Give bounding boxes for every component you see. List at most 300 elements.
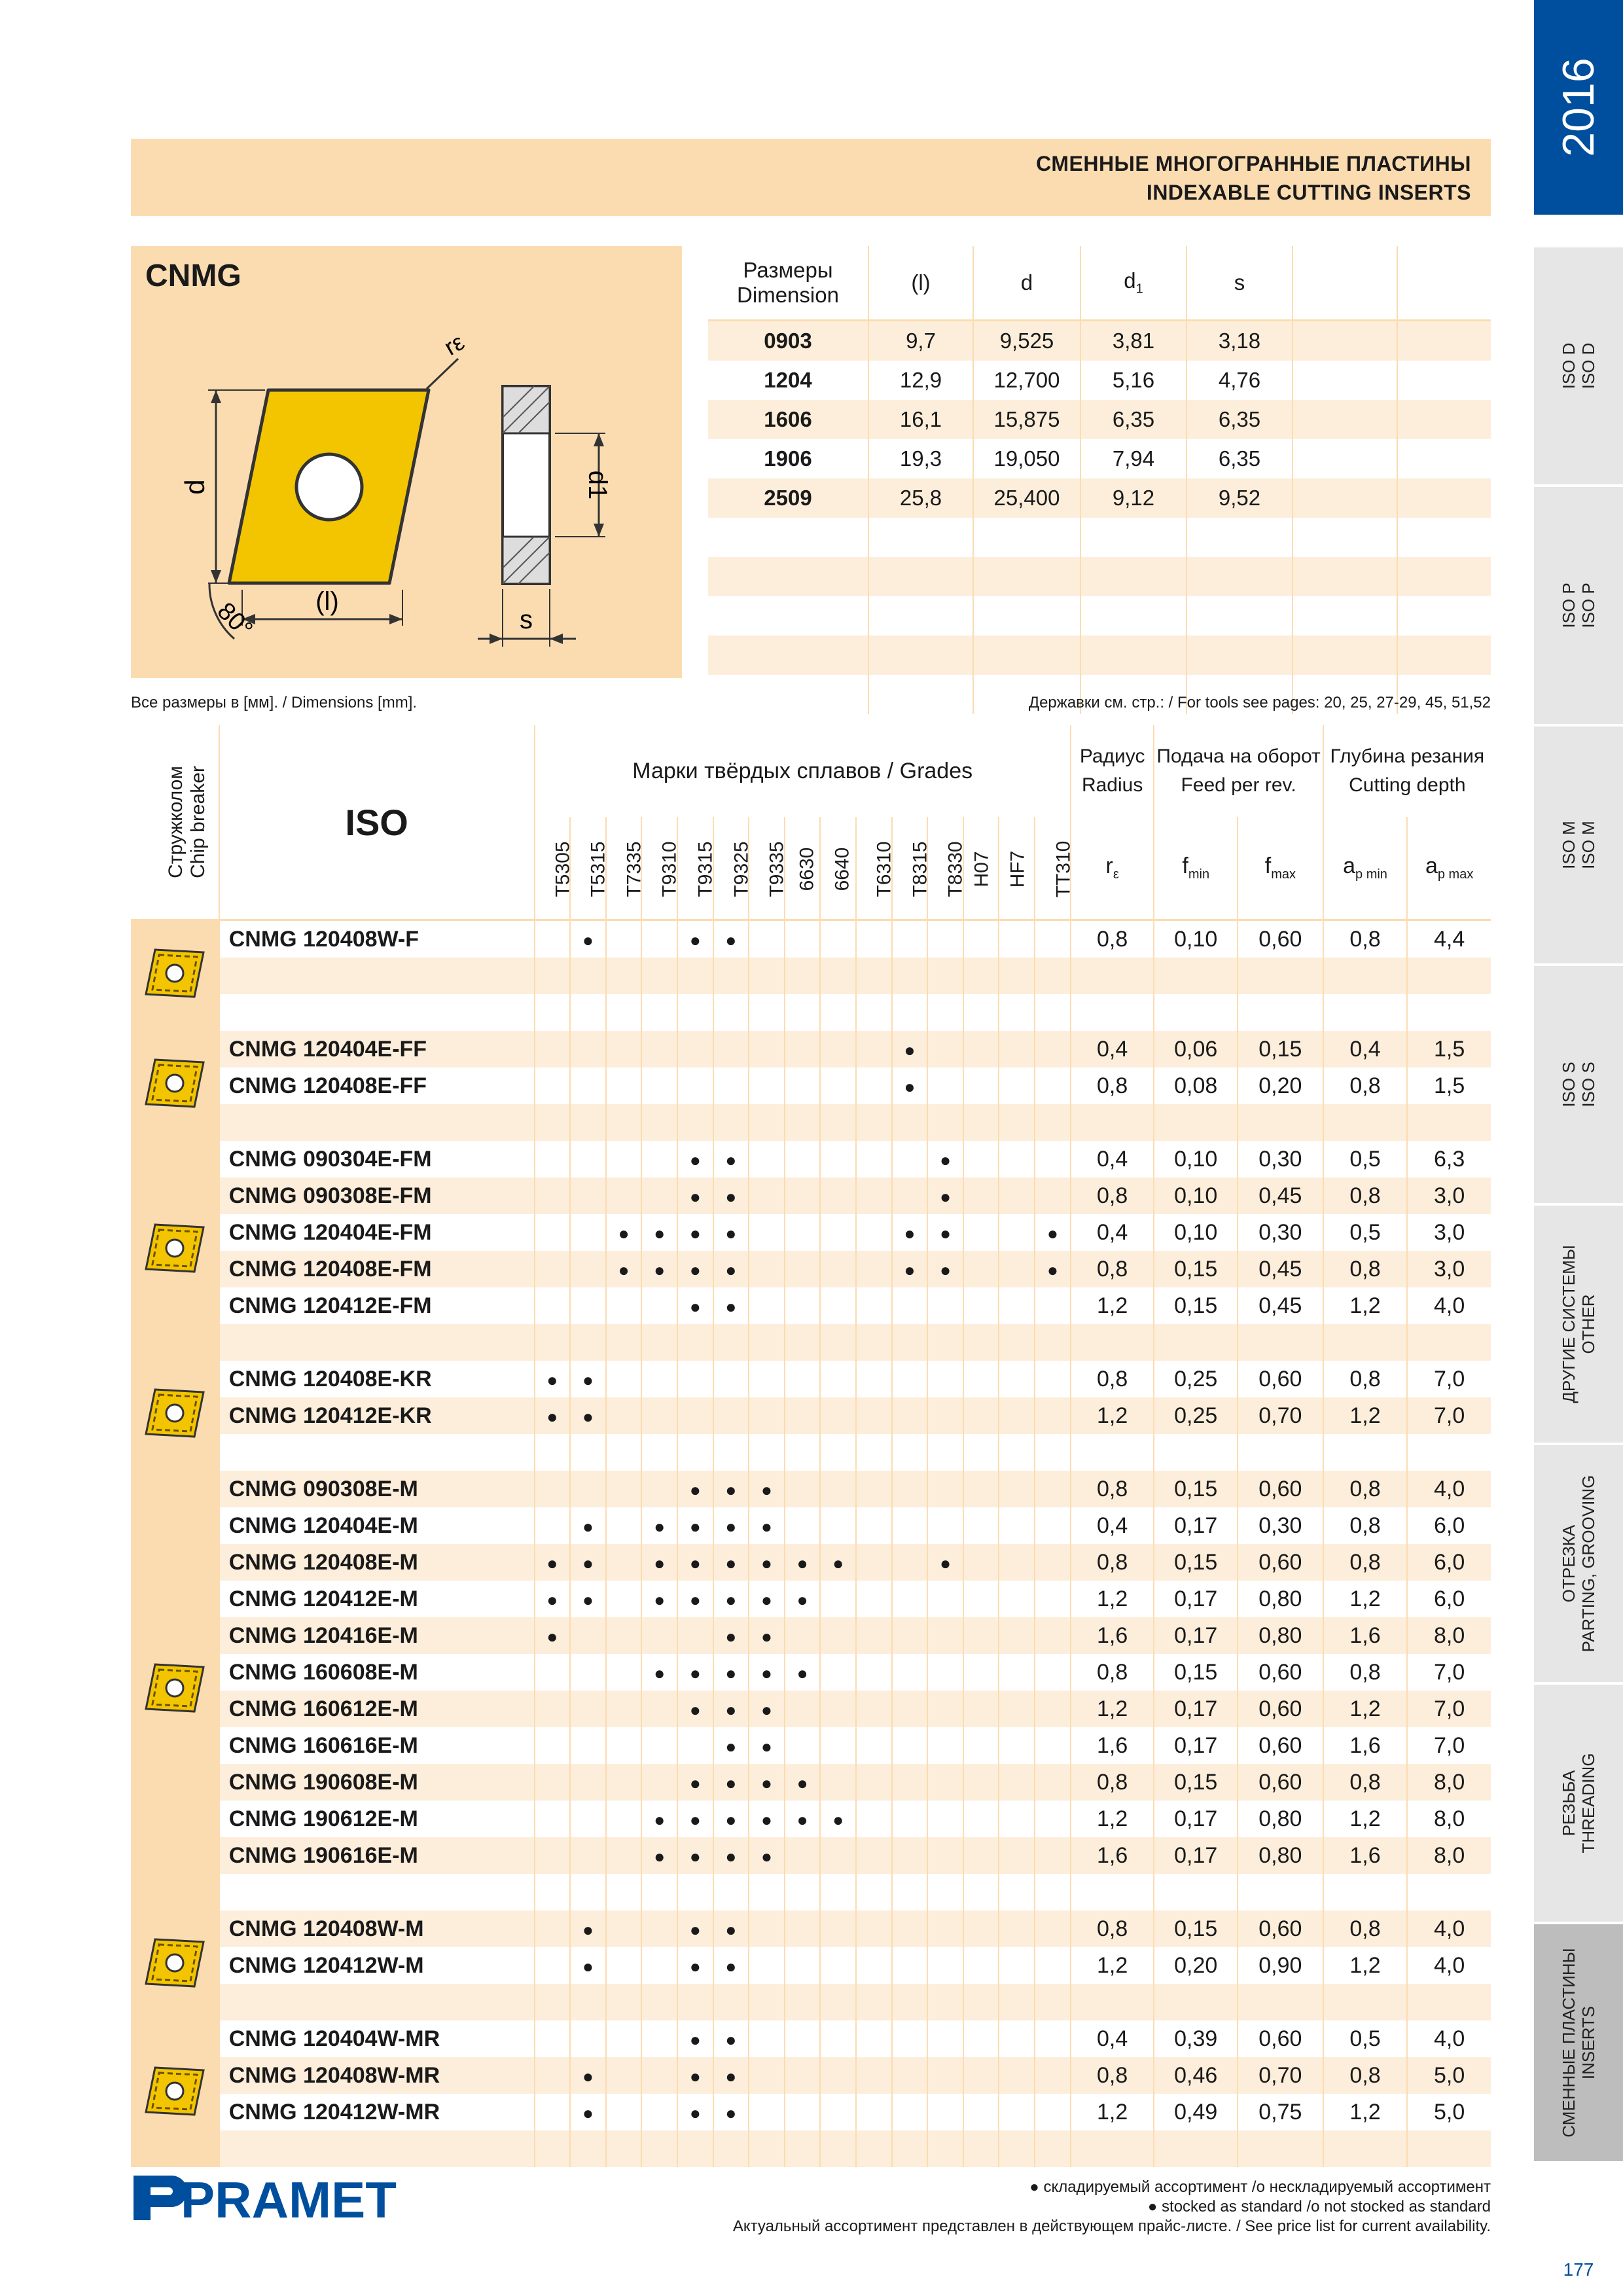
table-row	[131, 1251, 1491, 1287]
stock-dot: ●	[725, 1956, 737, 1977]
sidebar-tab-2[interactable]: ISO P ISO P	[1534, 487, 1623, 726]
value-fmin: 0,10	[1154, 920, 1238, 958]
value-fmin: 0,39	[1154, 2020, 1238, 2057]
value-r: 1,2	[1071, 2094, 1154, 2130]
stock-dot: ●	[725, 1479, 737, 1500]
iso-code: CNMG 120408E-FF	[219, 1067, 535, 1104]
value-apmax: 5,0	[1434, 2099, 1465, 2125]
value-r: 0,4	[1071, 1031, 1154, 1067]
value-fmax	[1238, 1434, 1323, 1471]
iso-code: CNMG 120412E-M	[219, 1581, 535, 1617]
stock-dot: ●	[582, 1369, 594, 1390]
dim-row	[708, 518, 1491, 557]
value-fmax: 0,30	[1238, 1214, 1323, 1251]
table-row	[131, 1361, 1491, 1397]
value-apmax	[1407, 958, 1491, 994]
value-apmax: 8,0	[1434, 1806, 1465, 1831]
col-depth: Глубина резания Cutting depth	[1330, 745, 1485, 796]
value-apmax: 7,0	[1434, 1659, 1465, 1685]
table-row	[131, 1581, 1491, 1617]
value-r: 0,8	[1071, 1067, 1154, 1104]
blank-row	[131, 994, 1491, 1031]
iso-code: CNMG 090308E-FM	[219, 1177, 535, 1214]
stock-dot: ●	[689, 2102, 701, 2123]
legend-ru: ● складируемый ассортимент /о нескладируемый ассортимент	[1029, 2178, 1491, 2196]
table-row	[131, 920, 1491, 958]
value-apmax: 4,0	[1434, 1952, 1465, 1978]
iso-code	[219, 994, 535, 1031]
dim-row: 1906 19,3 19,050 7,94 6,35	[708, 439, 1491, 478]
table-row	[131, 2057, 1491, 2094]
dim-row	[708, 557, 1491, 596]
value-apmin: 1,2	[1323, 1581, 1408, 1617]
value-apmax	[1407, 1874, 1491, 1910]
value-fmax: 0,30	[1238, 1141, 1323, 1177]
value-apmax	[1407, 1324, 1491, 1361]
table-row	[131, 1031, 1491, 1067]
table-row	[131, 1067, 1491, 1104]
stock-dot: ●	[796, 1809, 808, 1830]
value-r	[1071, 1324, 1154, 1361]
iso-code: CNMG 160608E-M	[219, 1654, 535, 1691]
iso-code: CNMG 120408W-M	[219, 1910, 535, 1947]
value-r: 1,2	[1071, 1581, 1154, 1617]
sidebar-tab-3[interactable]: ISO M ISO M	[1534, 726, 1623, 966]
value-fmin: 0,15	[1154, 1287, 1238, 1324]
stock-dot: ●	[725, 2066, 737, 2087]
value-apmin: 0,8	[1323, 1654, 1408, 1691]
value-fmin: 0,10	[1154, 1141, 1238, 1177]
stock-dot: ●	[940, 1186, 951, 1207]
value-r: 1,6	[1071, 1837, 1154, 1874]
stock-dot: ●	[796, 1589, 808, 1610]
stock-dot: ●	[832, 1809, 844, 1830]
sidebar-tab-7[interactable]: РЕЗЬБА THREADING	[1534, 1685, 1623, 1924]
value-apmax: 3,0	[1434, 1219, 1465, 1245]
value-apmax: 1,5	[1407, 1031, 1491, 1067]
value-fmin: 0,49	[1154, 2094, 1238, 2130]
iso-code: CNMG 190612E-M	[219, 1801, 535, 1837]
page-number: 177	[1563, 2259, 1594, 2280]
stock-dot: ●	[654, 1589, 666, 1610]
dim-row: 1606 16,1 15,875 6,35 6,35	[708, 400, 1491, 439]
stock-dot: ●	[725, 1772, 737, 1793]
value-fmin: 0,15	[1154, 1471, 1238, 1507]
stock-dot: ●	[689, 2029, 701, 2050]
stock-dot: ●	[546, 1626, 558, 1647]
iso-code: CNMG 120412E-KR	[219, 1397, 535, 1434]
stock-dot: ●	[1046, 1259, 1058, 1280]
value-fmax: 0,60	[1238, 1654, 1323, 1691]
stock-dot: ●	[725, 1223, 737, 1244]
stock-dot: ●	[689, 1186, 701, 1207]
value-apmax	[1407, 1434, 1491, 1471]
param-header-sub_apmax: $a_{p max}$	[1407, 817, 1491, 920]
value-fmax: 0,70	[1238, 1397, 1323, 1434]
value-fmax: 0,90	[1238, 1947, 1323, 1984]
col-iso: ISO	[219, 725, 535, 920]
value-apmin	[1323, 1104, 1408, 1141]
grade-6630: 6630	[785, 817, 821, 920]
stock-dot: ●	[689, 1223, 701, 1244]
value-r: 0,8	[1071, 2057, 1154, 2094]
pramet-logo	[131, 2171, 399, 2229]
stock-dot: ●	[725, 2029, 737, 2050]
dim-row: 1204 12,9 12,700 5,16 4,76	[708, 361, 1491, 400]
dim-row: 0903 9,7 9,525 3,81 3,18	[708, 321, 1491, 361]
value-apmax: 6,0	[1434, 1513, 1465, 1538]
value-apmax: 4,0	[1407, 1910, 1491, 1947]
value-fmin	[1154, 958, 1238, 994]
value-fmax: 0,45	[1238, 1177, 1323, 1214]
iso-code: CNMG 120412W-MR	[219, 2094, 535, 2130]
value-r	[1071, 958, 1154, 994]
value-fmax: 0,60	[1238, 1544, 1323, 1581]
value-fmin: 0,10	[1154, 1177, 1238, 1214]
value-fmax: 0,30	[1238, 1507, 1323, 1544]
blank-row	[131, 1874, 1491, 1910]
stock-dot: ●	[761, 1736, 772, 1757]
grades-title: Марки твёрдых сплавов / Grades	[535, 725, 1071, 817]
table-row	[131, 1287, 1491, 1324]
table-row	[131, 1544, 1491, 1581]
iso-code: CNMG 120408E-FM	[219, 1251, 535, 1287]
table-row	[131, 1801, 1491, 1837]
dim-row	[708, 636, 1491, 675]
value-fmin: 0,17	[1154, 1617, 1238, 1654]
table-row	[131, 2094, 1491, 2130]
value-apmax: 7,0	[1434, 1732, 1465, 1758]
stock-dot: ●	[546, 1589, 558, 1610]
value-fmax: 0,75	[1238, 2094, 1323, 2130]
value-apmax: 1,5	[1434, 1073, 1465, 1098]
value-r: 0,8	[1071, 1471, 1154, 1507]
iso-code: CNMG 160612E-M	[219, 1691, 535, 1727]
value-apmin: 1,2	[1323, 1947, 1408, 1984]
value-apmax	[1407, 1984, 1491, 2020]
stock-dot: ●	[940, 1259, 951, 1280]
value-fmax: 0,60	[1238, 1764, 1323, 1801]
stock-dot: ●	[904, 1076, 916, 1097]
stock-dot: ●	[725, 1296, 737, 1317]
dim-header-d: d	[973, 246, 1080, 321]
value-r	[1071, 1104, 1154, 1141]
iso-code: CNMG 190608E-M	[219, 1764, 535, 1801]
value-r: 0,8	[1071, 1251, 1154, 1287]
value-apmin: 1,2	[1323, 2094, 1408, 2130]
iso-code: CNMG 160616E-M	[219, 1727, 535, 1764]
header-title-ru: СМЕННЫЕ МНОГОГРАННЫЕ ПЛАСТИНЫ	[1036, 152, 1471, 175]
stock-dot: ●	[761, 1809, 772, 1830]
value-apmin: 0,8	[1323, 1067, 1408, 1104]
iso-code: CNMG 120408E-M	[219, 1544, 535, 1581]
insert-drawing-panel	[131, 246, 682, 678]
insert-M-icon	[143, 1660, 206, 1715]
value-apmax: 5,0	[1407, 2057, 1491, 2094]
value-r: 1,2	[1071, 1947, 1154, 1984]
iso-code	[219, 1434, 535, 1471]
table-row	[131, 1654, 1491, 1691]
value-apmin: 1,2	[1323, 1397, 1408, 1434]
value-apmax: 3,0	[1407, 1177, 1491, 1214]
stock-dot: ●	[725, 1186, 737, 1207]
value-r: 0,4	[1071, 1141, 1154, 1177]
value-r: 1,2	[1071, 1287, 1154, 1324]
value-fmax: 0,60	[1238, 1691, 1323, 1727]
stock-dot: ●	[940, 1552, 951, 1573]
value-apmin: 0,8	[1323, 1251, 1408, 1287]
col-feed: Подача на оборот Feed per rev.	[1154, 725, 1323, 817]
value-fmin: 0,20	[1154, 1947, 1238, 1984]
stock-dot: ●	[654, 1809, 666, 1830]
stock-dot: ●	[689, 1919, 701, 1940]
insert-MR-icon	[143, 2064, 206, 2119]
iso-code	[219, 1324, 535, 1361]
blank-row	[131, 1984, 1491, 2020]
iso-code: CNMG 120408W-F	[219, 920, 535, 958]
stock-dot: ●	[689, 1699, 701, 1720]
value-fmin	[1154, 1984, 1238, 2020]
value-fmin: 0,17	[1154, 1727, 1238, 1764]
value-r	[1071, 1434, 1154, 1471]
value-r: 0,4	[1071, 1214, 1154, 1251]
stock-dot: ●	[654, 1516, 666, 1537]
table-row	[131, 1947, 1491, 1984]
value-fmax: 0,45	[1238, 1287, 1323, 1324]
value-apmin: 0,4	[1323, 1031, 1408, 1067]
stock-dot: ●	[689, 1479, 701, 1500]
grade-T6310: T6310	[856, 817, 892, 920]
stock-dot: ●	[761, 1589, 772, 1610]
stock-dot: ●	[654, 1259, 666, 1280]
value-r: 0,4	[1071, 2020, 1154, 2057]
stock-dot: ●	[654, 1662, 666, 1683]
value-fmin: 0,08	[1154, 1067, 1238, 1104]
value-apmin	[1323, 958, 1408, 994]
value-apmax: 7,0	[1407, 1397, 1491, 1434]
value-apmin: 0,5	[1323, 1141, 1408, 1177]
header-band	[131, 139, 1491, 216]
sidebar-tab-8[interactable]: СМЕННЫЕ ПЛАСТИНЫ INSERTS	[1534, 1924, 1623, 2164]
col-radius: Радиус Radius	[1071, 725, 1154, 817]
dim-row: 2509 25,8 25,400 9,12 9,52	[708, 478, 1491, 518]
value-fmin: 0,25	[1154, 1361, 1238, 1397]
value-apmin: 0,5	[1323, 2020, 1408, 2057]
insert-FM-icon	[143, 1221, 206, 1276]
insert-FF-icon	[143, 1056, 206, 1111]
value-r: 0,4	[1071, 1507, 1154, 1544]
table-row	[131, 2020, 1491, 2057]
value-apmax: 6,0	[1407, 1544, 1491, 1581]
value-apmax: 4,0	[1407, 1471, 1491, 1507]
table-row	[131, 1837, 1491, 1874]
value-fmin: 0,10	[1154, 1214, 1238, 1251]
value-apmax	[1407, 2130, 1491, 2167]
iso-code	[219, 1104, 535, 1141]
iso-code	[219, 1874, 535, 1910]
stock-dot: ●	[725, 1736, 737, 1757]
value-fmax: 0,70	[1238, 2057, 1323, 2094]
legend-price: Актуальный ассортимент представлен в действующем прайс-листе. / See price list for current availability.	[732, 2217, 1491, 2235]
value-fmin: 0,15	[1154, 1910, 1238, 1947]
blank-row	[131, 1434, 1491, 1471]
insert-hole	[296, 454, 362, 520]
stock-dot: ●	[689, 1259, 701, 1280]
value-fmin: 0,15	[1154, 1654, 1238, 1691]
iso-code: CNMG 190616E-M	[219, 1837, 535, 1874]
stock-dot: ●	[761, 1552, 772, 1573]
iso-code: CNMG 120404E-M	[219, 1507, 535, 1544]
value-apmin	[1323, 994, 1408, 1031]
value-apmax: 3,0	[1407, 1251, 1491, 1287]
col-chipbreaker: Стружколом Chip breaker	[131, 725, 219, 920]
iso-code	[219, 1984, 535, 2020]
value-r: 0,8	[1071, 1361, 1154, 1397]
value-fmax: 0,60	[1238, 1361, 1323, 1397]
dims-note: Все размеры в [мм]. / Dimensions [mm].	[131, 694, 418, 711]
iso-code: CNMG 120404W-MR	[219, 2020, 535, 2057]
stock-dot: ●	[904, 1259, 916, 1280]
stock-dot: ●	[689, 1956, 701, 1977]
stock-dot: ●	[618, 1223, 630, 1244]
grade-T9315: T9315	[677, 817, 713, 920]
chipbreaker-cell	[131, 1471, 219, 1910]
stock-dot: ●	[582, 1956, 594, 1977]
insert-F-icon	[143, 946, 206, 1001]
value-r: 0,8	[1071, 1654, 1154, 1691]
stock-dot: ●	[725, 1589, 737, 1610]
value-apmin: 0,8	[1323, 1471, 1408, 1507]
stock-dot: ●	[761, 1626, 772, 1647]
iso-code: CNMG 120408W-MR	[219, 2057, 535, 2094]
svg-text:PRAMET: PRAMET	[181, 2171, 397, 2229]
value-r: 0,8	[1071, 1910, 1154, 1947]
table-row	[131, 1141, 1491, 1177]
stock-dot: ●	[689, 2066, 701, 2087]
value-fmax	[1238, 958, 1323, 994]
value-fmin: 0,15	[1154, 1544, 1238, 1581]
legend-en: ● stocked as standard /o not stocked as standard	[1147, 2198, 1491, 2215]
sidebar-tab-6[interactable]: ОТРЕЗКА PARTING, GROOVING	[1534, 1445, 1623, 1685]
value-r: 1,6	[1071, 1727, 1154, 1764]
stock-dot: ●	[546, 1552, 558, 1573]
stock-dot: ●	[904, 1039, 916, 1060]
stock-dot: ●	[1046, 1223, 1058, 1244]
stock-dot: ●	[761, 1516, 772, 1537]
value-fmax	[1238, 2130, 1323, 2167]
value-fmax	[1238, 1104, 1323, 1141]
value-apmin: 1,6	[1323, 1617, 1408, 1654]
insert-KR-icon	[143, 1386, 206, 1441]
sidebar-tab-0[interactable]: 2016	[1534, 0, 1623, 217]
value-apmin	[1323, 1874, 1408, 1910]
value-apmin: 0,8	[1323, 1507, 1408, 1544]
stock-dot: ●	[725, 1626, 737, 1647]
value-apmin: 0,8	[1323, 1177, 1408, 1214]
value-apmin: 1,2	[1323, 1287, 1408, 1324]
value-r: 1,6	[1071, 1617, 1154, 1654]
sidebar-tab-1[interactable]: ISO D ISO D	[1534, 247, 1623, 487]
value-fmin	[1154, 2130, 1238, 2167]
value-r: 0,8	[1071, 1544, 1154, 1581]
value-r: 1,2	[1071, 1397, 1154, 1434]
chipbreaker-cell	[131, 1361, 219, 1471]
table-row	[131, 1397, 1491, 1434]
value-apmax: 4,4	[1434, 926, 1465, 952]
stock-dot: ●	[618, 1259, 630, 1280]
value-fmin	[1154, 1434, 1238, 1471]
table-row	[131, 1764, 1491, 1801]
stock-dot: ●	[904, 1223, 916, 1244]
value-fmin: 0,46	[1154, 2057, 1238, 2094]
blank-row	[131, 1104, 1491, 1141]
value-apmin	[1323, 1984, 1408, 2020]
blank-row	[131, 2130, 1491, 2167]
value-fmax: 0,15	[1238, 1031, 1323, 1067]
iso-code	[219, 958, 535, 994]
value-apmin: 0,5	[1323, 1214, 1408, 1251]
value-apmax: 4,0	[1434, 1293, 1465, 1318]
iso-code: CNMG 090308E-M	[219, 1471, 535, 1507]
stock-dot: ●	[761, 1699, 772, 1720]
value-apmax: 4,0	[1434, 2026, 1465, 2051]
value-r: 0,8	[1071, 1764, 1154, 1801]
value-fmax: 0,80	[1238, 1581, 1323, 1617]
label-angle: 80°	[211, 597, 258, 644]
value-apmax	[1407, 994, 1491, 1031]
value-fmin: 0,15	[1154, 1251, 1238, 1287]
value-fmin: 0,17	[1154, 1837, 1238, 1874]
label-r-epsilon: rε	[439, 328, 469, 361]
stock-dot: ●	[725, 929, 737, 950]
stock-dot: ●	[689, 929, 701, 950]
stock-dot: ●	[725, 1809, 737, 1830]
stock-dot: ●	[761, 1846, 772, 1867]
sidebar-tab-4[interactable]: ISO S ISO S	[1534, 966, 1623, 1206]
section-sidebar	[1534, 0, 1623, 2296]
grade-T7335: T7335	[606, 817, 642, 920]
stock-dot: ●	[796, 1552, 808, 1573]
dim-header-l: (l)	[868, 246, 973, 321]
value-fmax: 0,80	[1238, 1801, 1323, 1837]
stock-dot: ●	[689, 1589, 701, 1610]
grades-table	[131, 725, 1491, 2167]
value-apmin: 0,8	[1323, 1910, 1408, 1947]
value-apmax: 7,0	[1407, 1691, 1491, 1727]
iso-code: CNMG 120412E-FM	[219, 1287, 535, 1324]
value-apmin: 0,8	[1323, 1544, 1408, 1581]
value-apmin	[1323, 1434, 1408, 1471]
sidebar-tab-5[interactable]: ДРУГИЕ СИСТЕМЫ OTHER	[1534, 1206, 1623, 1445]
stock-dot: ●	[546, 1369, 558, 1390]
table-row	[131, 1471, 1491, 1507]
param-header-sub_fmax: $f_{max}$	[1238, 817, 1323, 920]
blank-row	[131, 1324, 1491, 1361]
stock-dot: ●	[725, 1699, 737, 1720]
stock-dot: ●	[761, 1662, 772, 1683]
stock-dot: ●	[725, 1919, 737, 1940]
value-apmax: 6,3	[1434, 1146, 1465, 1172]
iso-code: CNMG 120416E-M	[219, 1617, 535, 1654]
value-fmin: 0,17	[1154, 1581, 1238, 1617]
grade-T5305: T5305	[535, 817, 571, 920]
value-fmax: 0,60	[1238, 920, 1323, 958]
value-fmax	[1238, 1324, 1323, 1361]
stock-dot: ●	[689, 1296, 701, 1317]
iso-code: CNMG 120408E-KR	[219, 1361, 535, 1397]
dim-header-dimension: Размеры Dimension	[708, 246, 868, 321]
value-fmax: 0,60	[1238, 1910, 1323, 1947]
